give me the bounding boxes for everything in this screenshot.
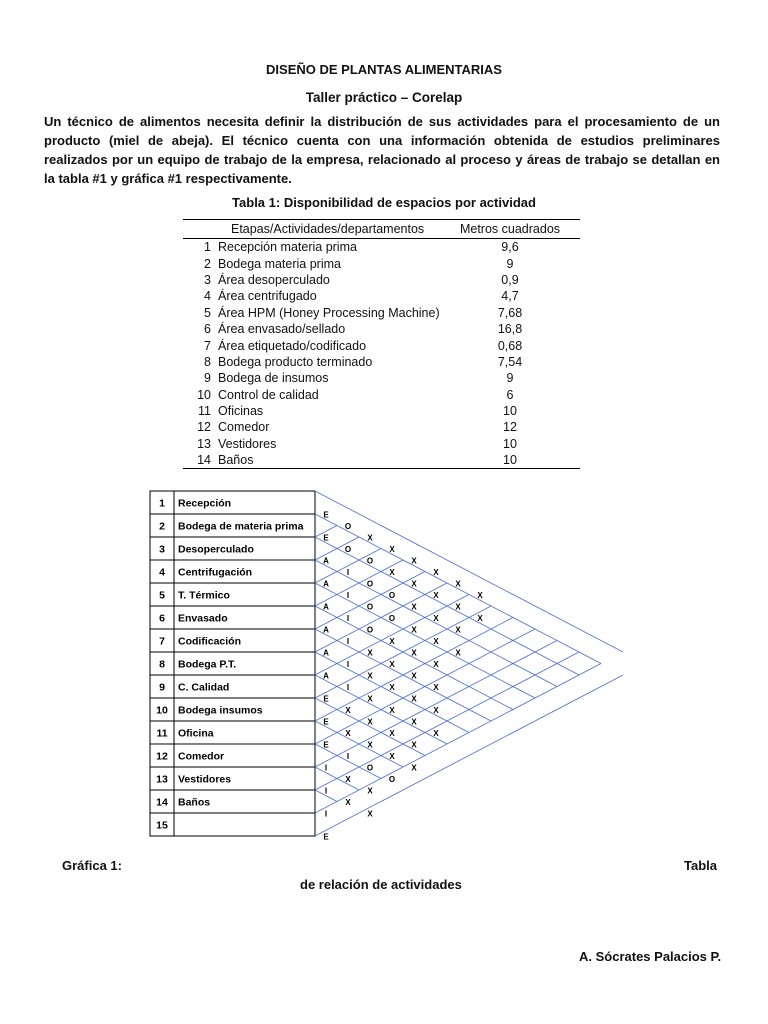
- activity-name: Comedor: [218, 420, 270, 435]
- row-number: 9: [204, 371, 211, 386]
- relationship-code: X: [367, 740, 373, 750]
- activity-label: Desoperculado: [178, 543, 254, 556]
- relationship-code: X: [389, 729, 395, 738]
- relationship-code: O: [344, 545, 352, 554]
- activity-number: 7: [159, 635, 165, 648]
- activity-number: 15: [156, 819, 168, 832]
- relationship-code: O: [366, 602, 374, 612]
- relationship-code: X: [433, 568, 439, 577]
- activity-name: Área envasado/sellado: [218, 322, 346, 337]
- relationship-code: I: [346, 591, 350, 600]
- activity-name: Vestidores: [218, 436, 277, 451]
- activity-label: Baños: [178, 796, 211, 809]
- relationship-code: O: [388, 775, 396, 784]
- relationship-code: X: [389, 637, 395, 646]
- relationship-code: E: [323, 832, 329, 842]
- relationship-code: X: [389, 660, 395, 669]
- relationship-code: O: [366, 625, 374, 635]
- relationship-code: I: [346, 637, 350, 646]
- relationship-code: X: [455, 625, 461, 635]
- grid-line: [315, 664, 601, 814]
- relationship-code: I: [346, 752, 350, 761]
- row-number: 12: [197, 420, 211, 435]
- activity-label: Bodega insumos: [178, 704, 263, 717]
- relationship-code: X: [411, 694, 417, 704]
- relationship-code: X: [455, 579, 461, 589]
- activity-number: 12: [156, 750, 168, 763]
- author-name: A. Sócrates Palacios P.: [579, 949, 722, 964]
- relationship-code: X: [411, 740, 417, 750]
- row-number: 6: [204, 322, 211, 337]
- figure-caption-line2: de relación de actividades: [300, 877, 462, 892]
- row-number: 11: [198, 404, 211, 419]
- relationship-code: I: [324, 763, 328, 773]
- relationship-code: X: [455, 602, 461, 612]
- activity-number: 9: [159, 681, 165, 694]
- square-meters-value: 10: [503, 436, 517, 451]
- activity-number: 14: [156, 796, 168, 809]
- square-meters-value: 16,8: [497, 322, 523, 337]
- figure-label: Gráfica 1:: [62, 858, 122, 873]
- square-meters-value: 9,6: [501, 240, 519, 255]
- relationship-code: A: [323, 556, 329, 566]
- table-caption: Tabla 1: Disponibilidad de espacios por actividad: [232, 195, 536, 210]
- document-subtitle: Taller práctico – Corelap: [305, 90, 463, 105]
- relationship-code: O: [344, 522, 352, 531]
- relationship-code: X: [367, 786, 373, 796]
- relationship-code: A: [323, 602, 329, 612]
- activity-name: Oficinas: [218, 404, 264, 419]
- activity-label: C. Calidad: [178, 681, 230, 694]
- activity-number: 3: [159, 543, 165, 556]
- relationship-code: A: [323, 671, 329, 681]
- grid-line: [315, 514, 601, 664]
- relationship-code: I: [346, 683, 350, 692]
- relationship-code: E: [323, 533, 329, 543]
- relationship-code: X: [367, 694, 373, 704]
- relationship-code: X: [367, 717, 373, 727]
- activity-name: Área etiquetado/codificado: [218, 338, 367, 353]
- relationship-code: X: [389, 706, 395, 715]
- relationship-code: X: [345, 775, 351, 784]
- square-meters-value: 12: [503, 420, 517, 435]
- relationship-code: E: [323, 694, 329, 704]
- row-number: 10: [197, 387, 211, 402]
- activity-label: Oficina: [178, 727, 214, 740]
- square-meters-value: 9: [506, 256, 514, 271]
- activity-name: Bodega producto terminado: [218, 354, 373, 369]
- relationship-code: X: [389, 545, 395, 554]
- relationship-code: A: [323, 625, 329, 635]
- relationship-code: A: [323, 579, 329, 589]
- square-meters-value: 6: [506, 387, 514, 402]
- relationship-code: E: [323, 510, 329, 520]
- relationship-code: O: [388, 614, 396, 623]
- activity-name: Área HPM (Honey Processing Machine): [218, 305, 440, 320]
- relationship-code: O: [366, 763, 374, 773]
- row-number: 13: [197, 436, 211, 451]
- relationship-code: X: [367, 648, 373, 658]
- square-meters-value: 0,9: [501, 272, 519, 287]
- relationship-code: X: [477, 614, 483, 623]
- relationship-code: O: [388, 591, 396, 600]
- activity-name: Recepción materia prima: [218, 240, 357, 255]
- relationship-code: I: [346, 568, 350, 577]
- square-meters-value: 10: [503, 404, 517, 419]
- relationship-code: X: [411, 579, 417, 589]
- relationship-code: X: [411, 763, 417, 773]
- activity-number: 10: [156, 704, 168, 717]
- relationship-code: X: [433, 729, 439, 738]
- relationship-code: X: [433, 614, 439, 623]
- activity-label: Comedor: [178, 750, 225, 763]
- relationship-code: O: [366, 579, 374, 589]
- relationship-code: X: [455, 648, 461, 658]
- relationship-code: X: [433, 660, 439, 669]
- row-number: 2: [204, 256, 211, 271]
- row-number: 8: [204, 354, 211, 369]
- document-title: DISEÑO DE PLANTAS ALIMENTARIAS: [266, 62, 502, 77]
- activity-label: Envasado: [178, 612, 228, 625]
- activity-number: 6: [159, 612, 165, 625]
- intro-paragraph: Un técnico de alimentos necesita definir la distribución de sus actividades para el procesamiento de un producto (miel de abeja). El técnico cuenta con una información obtenida de estudios preliminares realizados por un equipo de trabajo de la empresa, relacionado al proceso y áreas de trabajo se detallan en la tabla #1 y gráfica #1 respectivamente.: [44, 114, 720, 186]
- row-number: 14: [183, 452, 218, 469]
- relationship-code: X: [345, 706, 351, 715]
- relationship-code: I: [324, 809, 328, 819]
- relationship-code: X: [345, 729, 351, 738]
- square-meters-value: 9: [506, 371, 514, 386]
- column-header-square-meters: Metros cuadrados: [440, 220, 580, 239]
- activity-number: 5: [159, 589, 165, 602]
- relationship-code: X: [389, 752, 395, 761]
- relationship-code: X: [433, 683, 439, 692]
- square-meters-value: 4,7: [501, 289, 519, 304]
- relationship-code: X: [411, 602, 417, 612]
- relationship-code: X: [411, 556, 417, 566]
- relationship-code: I: [324, 786, 328, 796]
- square-meters-value: 0,68: [497, 338, 523, 353]
- row-number: 4: [204, 289, 211, 304]
- activity-label: Bodega P.T.: [178, 658, 237, 671]
- relationship-code: X: [367, 809, 373, 819]
- square-meters-value: 7,68: [497, 305, 523, 320]
- relationship-code: X: [477, 591, 483, 600]
- figure-caption-right: Tabla: [684, 858, 717, 873]
- relationship-code: I: [346, 660, 350, 669]
- relationship-code: E: [323, 717, 329, 727]
- activity-name: Área desoperculado: [218, 272, 330, 287]
- square-meters-value: 7,54: [497, 354, 523, 369]
- relationship-code: X: [411, 625, 417, 635]
- activity-label: T. Térmico: [178, 589, 230, 602]
- relationship-code: I: [346, 614, 350, 623]
- square-meters-value: 10: [440, 452, 580, 469]
- relationship-code: X: [433, 706, 439, 715]
- relationship-code: X: [433, 591, 439, 600]
- relationship-code: X: [433, 637, 439, 646]
- relationship-code: X: [389, 683, 395, 692]
- row-number: 1: [204, 240, 211, 255]
- relationship-code: X: [411, 648, 417, 658]
- activity-label: Recepción: [178, 497, 232, 510]
- activity-number: 8: [159, 658, 165, 671]
- activity-number: 1: [159, 497, 165, 510]
- relationship-code: X: [411, 671, 417, 681]
- row-number: 7: [204, 338, 211, 353]
- relationship-code: O: [366, 556, 374, 566]
- relationship-code: X: [345, 798, 351, 807]
- activity-name: Control de calidad: [218, 387, 319, 402]
- activity-label: Codificación: [178, 635, 242, 648]
- activity-number: 11: [156, 727, 168, 740]
- activity-number: 13: [156, 773, 168, 786]
- activity-name: Área centrifugado: [218, 289, 317, 304]
- relationship-code: A: [323, 648, 329, 658]
- activity-number: 2: [159, 520, 165, 533]
- activity-name: Bodega materia prima: [218, 256, 341, 271]
- activity-name: Bodega de insumos: [218, 371, 329, 386]
- activity-label: Vestidores: [178, 773, 232, 786]
- activity-label: Centrifugación: [178, 566, 253, 579]
- row-number: 5: [204, 305, 211, 320]
- activity-label: Bodega de materia prima: [178, 520, 304, 533]
- activity-name: Baños: [218, 452, 440, 469]
- column-header-activity: Etapas/Actividades/departamentos: [183, 220, 440, 239]
- relationship-code: E: [323, 740, 329, 750]
- relationship-code: X: [367, 533, 373, 543]
- row-number: 3: [204, 272, 211, 287]
- relationship-code: X: [389, 568, 395, 577]
- relationship-code: X: [411, 717, 417, 727]
- relationship-code: X: [367, 671, 373, 681]
- activity-number: 4: [159, 566, 165, 579]
